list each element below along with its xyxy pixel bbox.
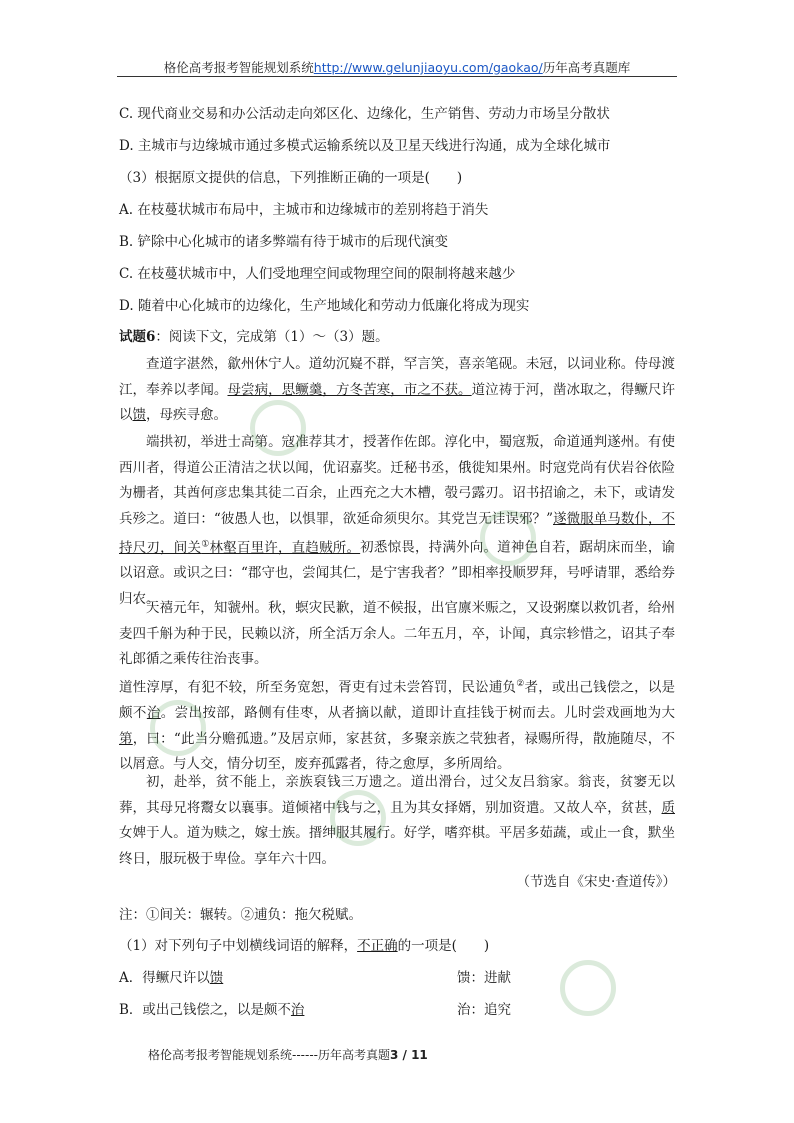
q1-stem-underlined: 不正确 <box>357 938 398 954</box>
page-footer <box>148 1046 428 1063</box>
passage-source: （节选自《宋史·查道传》） <box>516 874 676 890</box>
header-rule <box>117 76 677 77</box>
page-number: 3 / 11 <box>389 1048 428 1062</box>
q1-option-a-gloss: 馈：进献 <box>457 970 511 986</box>
prev-option-d: D. 主城市与边缘城市通过多模式运输系统以及卫星天线进行沟通，成为全球化城市 <box>119 138 611 154</box>
header-prefix: 格伦高考报考智能规划系统 <box>163 60 314 75</box>
q6-label: 试题6 <box>119 329 156 345</box>
q6-heading <box>119 328 389 346</box>
q1-option-a-underlined: 馈 <box>209 970 224 986</box>
p5-underlined-1: 质 <box>661 799 675 816</box>
q1-stem <box>119 937 489 955</box>
p1-text-c: ，母疾寻愈。 <box>146 407 227 423</box>
q3-option-d: D. 随着中心化城市的边缘化，生产地域化和劳动力低廉化将成为现实 <box>119 298 530 314</box>
passage-paragraph-1 <box>119 352 675 429</box>
p4-underlined-1: 治 <box>146 705 161 721</box>
p2-underlined-2: 林壑百里许，直趋贼所。 <box>209 539 361 556</box>
p4-footnote-mark: ② <box>516 679 525 689</box>
p2-text-b: 初悉惊畏，持满外向。道神色自若，踞胡床而坐，谕以诏意。或识之曰：“郡守也，尝闻其仁，是宁害我者？”即相率投顺罗拜，号呼请罪，悉给券归农。 <box>119 539 676 607</box>
q3-option-b: B. 铲除中心化城市的诸多弊端有待于城市的后现代演变 <box>119 234 449 250</box>
header-link[interactable]: http://www.gelunjiaoyu.com/gaokao/ <box>313 60 543 75</box>
p1-text-b: 道泣祷于河，凿冰取之，得鳜尺许以 <box>119 381 675 423</box>
q1-stem-b: 的一项是( ) <box>397 938 490 954</box>
p2-text-a: 端拱初，举进士高第。寇准荐其才，授著作佐郎。淳化中，蜀寇叛，命道通判遂州。有使西川者，得道公正清洁之状以闻，优诏嘉奖。迁秘书丞，俄徙知果州。时寇党尚有伏岩谷依险为栅者，其酋何彦忠集其徒二百余，止西充之大木槽，彀弓露刃。诏书招谕之，未下，或请发兵殄之。道曰：“彼愚人也，以惧罪，欲延命须臾尔。其党岂无诖误邪？” <box>119 434 675 527</box>
header-suffix: 历年高考真题库 <box>542 60 631 75</box>
q1-option-b-text: B．或出己钱偿之，以是颇不 <box>119 1002 291 1018</box>
p2-underlined-1: 遂微服单马数仆，不持尺刃，间关 <box>119 510 675 556</box>
p5-text-a: 初，赴举，贫不能上，亲族裒钱三万遗之。道出滑台，过父友吕翁家。翁丧，贫窭无以葬，其母兄将鬻女以襄事。道倾褚中钱与之，且为其女择婿，别加资遣。又故人卒，贫甚， <box>119 774 675 816</box>
p1-text-a: 查道字湛然，歙州休宁人。道幼沉嶷不群，罕言笑，喜亲笔砚。未冠，以词业称。侍母渡江，奉养以孝闻。 <box>119 356 675 398</box>
q3-option-a: A. 在枝蔓状城市布局中，主城市和边缘城市的差别将趋于消失 <box>119 202 489 218</box>
prev-option-c: C. 现代商业交易和办公活动走向郊区化、边缘化，生产销售、劳动力市场呈分散状 <box>119 106 610 122</box>
q3-stem: （3）根据原文提供的信息，下列推断正确的一项是( ) <box>119 170 463 186</box>
p2-footnote-mark: ① <box>201 539 210 549</box>
footnotes: 注：①间关：辗转。②逋负：拖欠税赋。 <box>119 907 362 923</box>
q3-option-c: C. 在枝蔓状城市中，人们受地理空间或物理空间的限制将越来越少 <box>119 266 516 282</box>
p4-text-c: 。尝出按部，路侧有佳枣，从者摘以献，道即计直挂钱于树而去。儿时尝戏画地为大 <box>160 705 676 721</box>
p4-underlined-2: 第 <box>119 730 133 747</box>
footer-text: 格伦高考报考智能规划系统------历年高考真题 <box>148 1048 390 1062</box>
p3-text: 天禧元年，知虢州。秋，螟灾民歉，道不候报，出官廪米赈之，又设粥糜以救饥者，给州麦四千斛为种于民，民赖以济，所全活万余人。二年五月，卒，讣闻，真宗轸惜之，诏其子奉礼郎循之乘传往治丧事。 <box>119 600 675 667</box>
p1-underlined-1: 母尝病，思鳜羹，方冬苦寒，市之不获。 <box>227 381 472 398</box>
p4-text-a: 道性淳厚，有犯不较，所至务宽恕，胥吏有过未尝笞罚，民讼逋负 <box>119 679 517 696</box>
p5-text-b: 女婢于人。道为赎之，嫁士族。搢绅服其履行。好学，嗜弈棋。平居多茹蔬，或止一食，默坐终日，服玩极于卑俭。享年六十四。 <box>119 825 675 867</box>
q1-option-b-gloss: 治：追究 <box>457 1002 511 1018</box>
page-header <box>117 58 677 76</box>
passage-paragraph-4 <box>119 672 675 778</box>
q1-option-b <box>119 1001 675 1019</box>
q1-stem-a: （1）对下列句子中划横线词语的解释， <box>119 938 358 954</box>
passage-paragraph-3 <box>119 596 675 673</box>
q1-option-b-underlined: 治 <box>290 1002 305 1018</box>
q6-instruction: ：阅读下文，完成第（1）～（3）题。 <box>155 329 389 345</box>
q1-option-a <box>119 969 675 987</box>
p4-text-d: ，曰：“此当分赡孤遗。”及居京师，家甚贫，多聚亲族之茕独者，禄赐所得，散施随尽，不以屑意。与人交，情分切至，废弃孤露者，待之愈厚，多所周给。 <box>119 730 675 772</box>
p4-text-b: 者，或出己钱偿之，以是颇不 <box>119 679 676 721</box>
passage-paragraph-2 <box>119 430 675 612</box>
passage-paragraph-5 <box>119 770 675 872</box>
p1-underlined-2: 馈 <box>132 407 146 423</box>
q1-option-a-text: A．得鳜尺许以 <box>119 970 210 986</box>
